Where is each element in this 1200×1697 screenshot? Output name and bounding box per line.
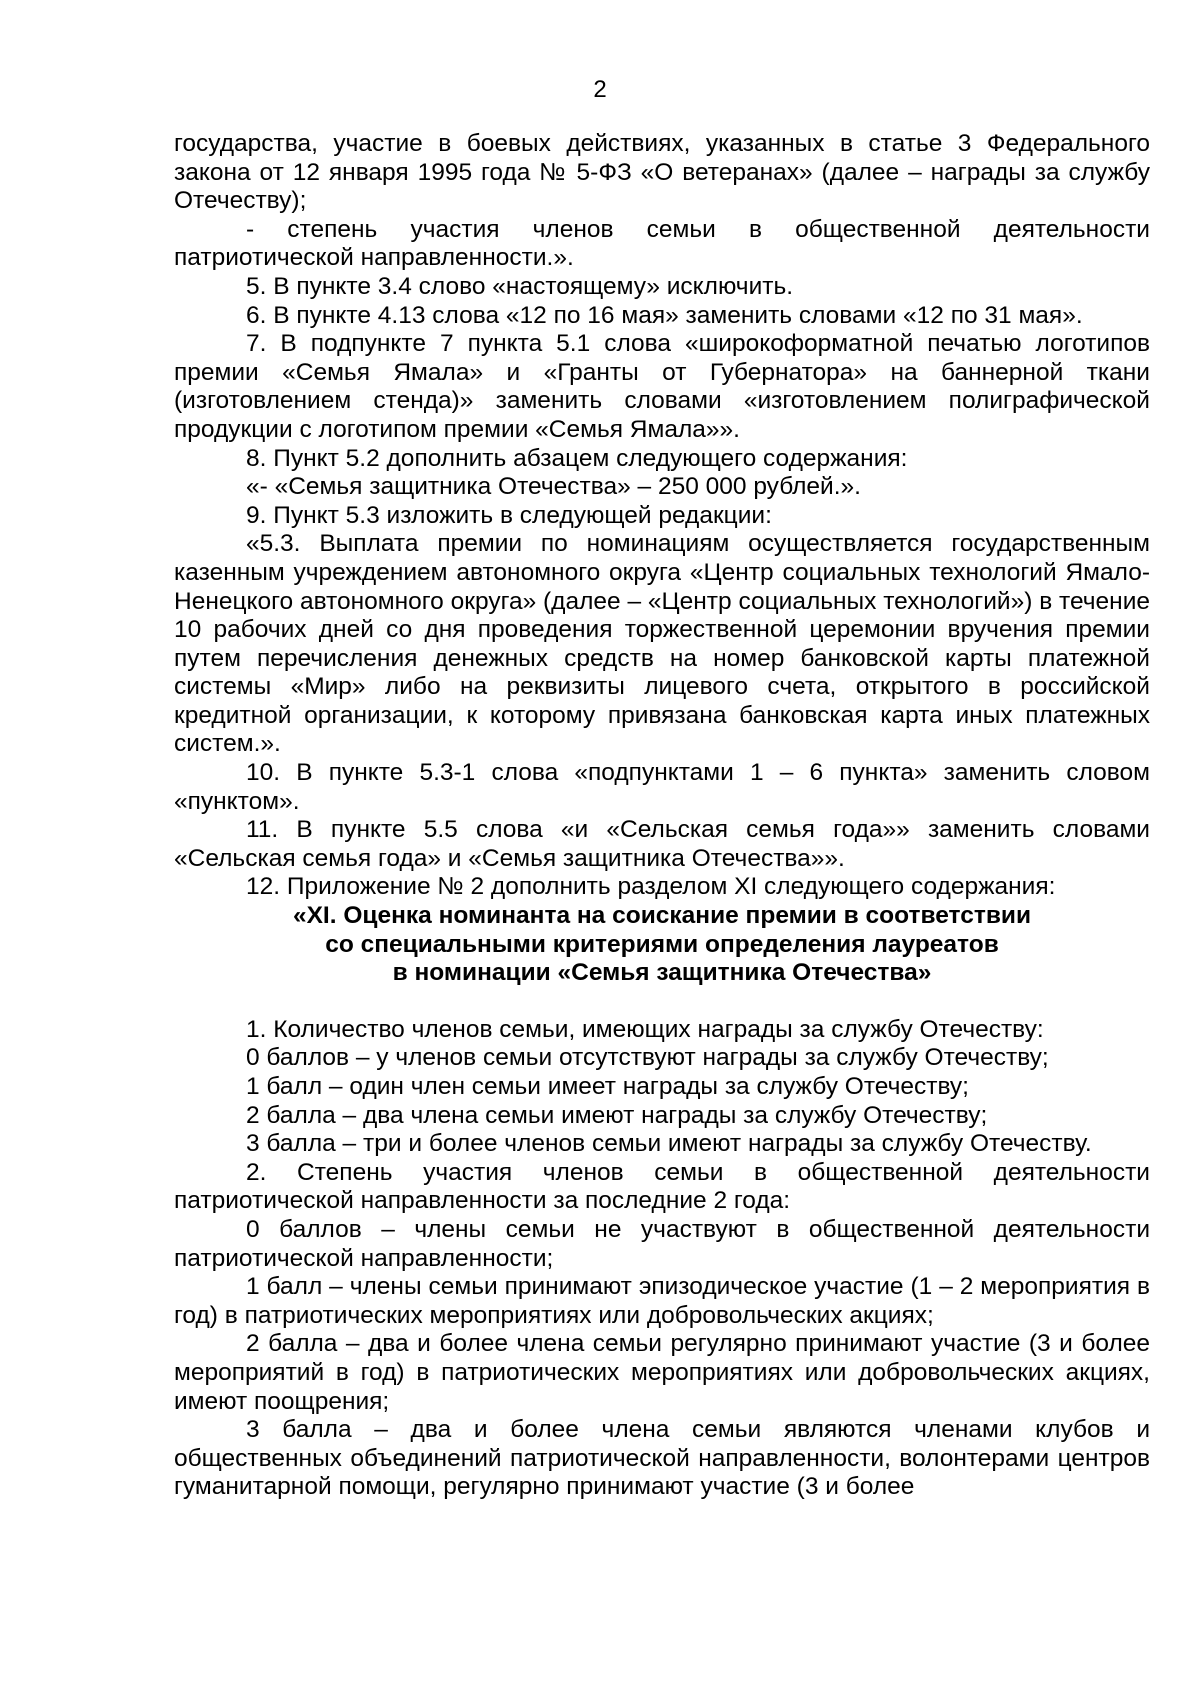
paragraph: 11. В пункте 5.5 слова «и «Сельская семья года»» заменить словами «Сельская семья года» и «Семья защитника Отечества»». — [174, 816, 1150, 872]
paragraph: «- «Семья защитника Отечества» – 250 000 рублей.». — [246, 473, 861, 501]
paragraphs-after-heading — [174, 1016, 1150, 1502]
section-heading — [174, 902, 1150, 988]
paragraph: 0 баллов – члены семьи не участвуют в общественной деятельности патриотической направленности; — [174, 1215, 1150, 1272]
paragraph: 2 балла – два и более члена семьи регулярно принимают участие (3 и более мероприятий в год) в патриотических мероприятиях или добровольческих акциях, имеют поощрения; — [174, 1330, 1150, 1415]
paragraph: 1 балл – один член семьи имеет награды за службу Отечеству; — [246, 1073, 969, 1100]
paragraph: 12. Приложение № 2 дополнить разделом XI следующего содержания: — [246, 873, 1056, 901]
paragraph: 1. Количество членов семьи, имеющих награды за службу Отечеству: — [246, 1015, 1044, 1043]
document-body — [174, 130, 1150, 1502]
paragraph: «5.3. Выплата премии по номинациям осуществляется государственным казенным учреждением автономного округа «Центр социальных технологий Ямало-Ненецкого автономного округа» (далее – «Центр социальных технологий») в течение 10 рабочих дней со дня проведения торжественной церемонии вручения премии путем перечисления денежных средств на номер банковской карты платежной системы «Мир» либо на реквизиты лицевого счета, открытого в российской кредитной организации, к которому привязана банковская карта иных платежных систем.». — [174, 530, 1151, 758]
spacer — [174, 988, 1150, 1016]
paragraph: 0 баллов – у членов семьи отсутствуют награды за службу Отечеству; — [246, 1044, 1049, 1072]
section-heading-line-1: «XI. Оценка номинанта на соискание премии в соответствии — [292, 902, 1032, 930]
paragraph: 2 балла – два члена семьи имеют награды за службу Отечеству; — [246, 1101, 988, 1129]
section-heading-line-2: со специальными критериями определения лауреатов — [325, 930, 999, 958]
paragraph: 2. Степень участия членов семьи в общественной деятельности патриотической направленности за последние 2 года: — [174, 1158, 1150, 1215]
paragraph: 5. В пункте 3.4 слово «настоящему» исключить. — [246, 272, 794, 300]
paragraph: 10. В пункте 5.3-1 слова «подпунктами 1 – 6 пункта» заменить словом «пунктом». — [174, 759, 1150, 815]
paragraph: 6. В пункте 4.13 слова «12 по 16 мая» заменить словами «12 по 31 мая». — [246, 301, 1083, 329]
paragraph: государства, участие в боевых действиях, указанных в статье 3 Федерального закона от 12 января 1995 года № 5-ФЗ «О ветеранах» (далее – награды за службу Отечеству); — [174, 130, 1150, 215]
paragraph: 3 балла – два и более члена семьи являются членами клубов и общественных объединений патриотической направленности, волонтерами центров гуманитарной помощи, регулярно принимают участие (3 и более — [174, 1416, 1150, 1501]
page-number: 2 — [593, 76, 607, 103]
paragraph: 3 балла – три и более членов семьи имеют награды за службу Отечеству. — [246, 1130, 1092, 1158]
paragraph: 8. Пункт 5.2 дополнить абзацем следующего содержания: — [246, 444, 908, 472]
paragraph: 9. Пункт 5.3 изложить в следующей редакции: — [246, 501, 772, 529]
paragraph: 1 балл – члены семьи принимают эпизодическое участие (1 – 2 мероприятия в год) в патриотических мероприятиях или добровольческих акциях; — [174, 1273, 1150, 1329]
paragraph: - степень участия членов семьи в общественной деятельности патриотической направленности.». — [174, 215, 1150, 272]
paragraph: 7. В подпункте 7 пункта 5.1 слова «широкоформатной печатью логотипов премии «Семья Ямала» и «Гранты от Губернатора» на баннерной ткани (изготовлением стенда)» заменить словами «изготовлением полиграфической продукции с логотипом премии «Семья Ямала»». — [174, 330, 1150, 443]
paragraphs-before-heading — [174, 130, 1150, 902]
section-heading-line-3: в номинации «Семья защитника Отечества» — [392, 959, 932, 987]
